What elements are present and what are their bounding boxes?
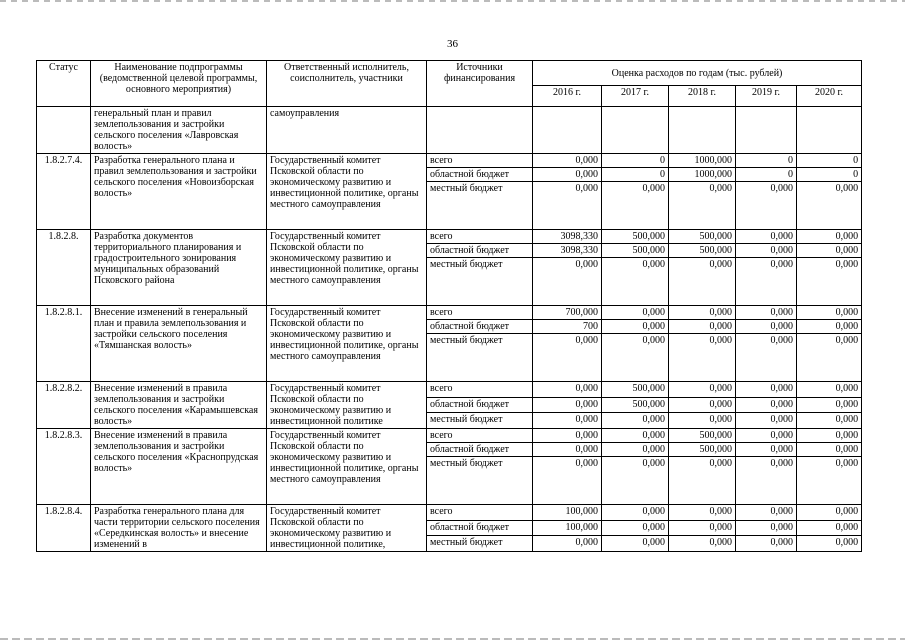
value-cell: 0,000 <box>797 320 862 334</box>
table-row <box>37 306 862 320</box>
continuation-row <box>37 107 862 154</box>
table-row <box>37 429 862 443</box>
executor-cell: Государственный комитет Псковской области по экономическому развитию и инвестиционной политике <box>267 382 427 429</box>
value-cell: 0,000 <box>602 306 669 320</box>
value-cell: 0,000 <box>533 429 602 443</box>
value-cell: 0,000 <box>669 320 736 334</box>
value-cell: 0,000 <box>602 520 669 536</box>
source-cell <box>427 107 533 154</box>
source-cell: всего <box>427 429 533 443</box>
value-cell: 0,000 <box>669 520 736 536</box>
status-cell: 1.8.2.8. <box>37 230 91 306</box>
value-cell: 0,000 <box>669 182 736 230</box>
value-cell: 0,000 <box>736 429 797 443</box>
value-cell: 0,000 <box>797 536 862 552</box>
source-cell: областной бюджет <box>427 168 533 182</box>
value-cell: 0,000 <box>736 244 797 258</box>
value-cell: 0,000 <box>797 429 862 443</box>
value-cell: 0 <box>736 168 797 182</box>
value-cell: 0,000 <box>602 182 669 230</box>
value-cell: 0,000 <box>602 334 669 382</box>
executor-cell: Государственный комитет Псковской области по экономическому развитию и инвестиционной политике, органы местного самоуправления <box>267 429 427 505</box>
value-cell: 0,000 <box>533 334 602 382</box>
value-cell: 700 <box>533 320 602 334</box>
header-estimate: Оценка расходов по годам (тыс. рублей) <box>533 61 862 86</box>
value-cell: 0,000 <box>736 382 797 398</box>
value-cell: 0,000 <box>602 457 669 505</box>
value-cell: 0,000 <box>797 505 862 521</box>
name-cell: генеральный план и правил землепользования и застройки сельского поселения «Лавровская волость» <box>91 107 267 154</box>
name-cell: Внесение изменений в правила землепользования и застройки сельского поселения «Карамышевская волость» <box>91 382 267 429</box>
value-cell: 0,000 <box>797 258 862 306</box>
table-row <box>37 230 862 244</box>
value-cell: 0,000 <box>736 505 797 521</box>
value-cell: 0,000 <box>736 306 797 320</box>
value-cell: 0,000 <box>669 397 736 413</box>
source-cell: областной бюджет <box>427 397 533 413</box>
value-cell: 500,000 <box>669 443 736 457</box>
name-cell: Внесение изменений в правила землепользования и застройки сельского поселения «Краснопрудская волость» <box>91 429 267 505</box>
source-cell: всего <box>427 306 533 320</box>
value-cell: 0,000 <box>533 258 602 306</box>
value-cell: 3098,330 <box>533 244 602 258</box>
value-cell: 0,000 <box>602 429 669 443</box>
value-cell: 0,000 <box>736 457 797 505</box>
source-cell: областной бюджет <box>427 443 533 457</box>
header-status: Статус <box>37 61 91 107</box>
value-cell: 0,000 <box>797 182 862 230</box>
value-cell: 0,000 <box>797 457 862 505</box>
scan-top-edge <box>0 0 905 2</box>
source-cell: местный бюджет <box>427 536 533 552</box>
executor-cell: Государственный комитет Псковской области по экономическому развитию и инвестиционной политике, органы местного самоуправления <box>267 154 427 230</box>
name-cell: Разработка генерального плана для части территории сельского поселения «Середкинская волость» и внесение изменений в <box>91 505 267 552</box>
status-cell: 1.8.2.8.2. <box>37 382 91 429</box>
source-cell: областной бюджет <box>427 244 533 258</box>
value-cell: 0,000 <box>602 320 669 334</box>
value-cell: 100,000 <box>533 505 602 521</box>
value-cell: 0,000 <box>602 443 669 457</box>
header-year: 2020 г. <box>797 86 862 107</box>
value-cell: 0,000 <box>797 443 862 457</box>
executor-cell: Государственный комитет Псковской области по экономическому развитию и инвестиционной политике, <box>267 505 427 552</box>
table-row <box>37 154 862 168</box>
header-year: 2018 г. <box>669 86 736 107</box>
page-number: 36 <box>447 38 458 50</box>
value-cell: 0,000 <box>797 382 862 398</box>
value-cell: 0,000 <box>669 505 736 521</box>
value-cell: 0,000 <box>533 536 602 552</box>
status-cell <box>37 107 91 154</box>
value-cell: 0,000 <box>797 244 862 258</box>
value-cell: 100,000 <box>533 520 602 536</box>
name-cell: Разработка документов территориального планирования и градостроительного зонирования муниципальных образований Псковского района <box>91 230 267 306</box>
value-cell: 0,000 <box>533 168 602 182</box>
value-cell: 0 <box>602 154 669 168</box>
value-cell: 0,000 <box>797 397 862 413</box>
name-cell: Внесение изменений в генеральный план и правила землепользования и застройки сельского поселения «Тямшанская волость» <box>91 306 267 382</box>
value-cell: 0,000 <box>533 154 602 168</box>
value-cell: 0,000 <box>602 505 669 521</box>
value-cell: 3098,330 <box>533 230 602 244</box>
source-cell: местный бюджет <box>427 258 533 306</box>
header-name: Наименование подпрограммы (ведомственной целевой программы, основного мероприятия) <box>91 61 267 107</box>
value-cell: 0,000 <box>797 413 862 429</box>
value-cell: 500,000 <box>602 230 669 244</box>
value-cell: 0,000 <box>797 230 862 244</box>
value-cell: 700,000 <box>533 306 602 320</box>
value-cell: 0,000 <box>797 520 862 536</box>
status-cell: 1.8.2.8.4. <box>37 505 91 552</box>
value-cell: 500,000 <box>669 429 736 443</box>
value-cell: 0,000 <box>533 382 602 398</box>
value-cell <box>736 107 797 154</box>
source-cell: всего <box>427 230 533 244</box>
value-cell: 0,000 <box>736 230 797 244</box>
value-cell: 500,000 <box>602 244 669 258</box>
value-cell <box>533 107 602 154</box>
value-cell <box>602 107 669 154</box>
value-cell: 0,000 <box>736 258 797 306</box>
value-cell: 0,000 <box>669 457 736 505</box>
value-cell: 500,000 <box>602 382 669 398</box>
value-cell: 0,000 <box>533 397 602 413</box>
value-cell: 0,000 <box>602 413 669 429</box>
header-executor: Ответственный исполнитель, соисполнитель, участники <box>267 61 427 107</box>
header-sources: Источники финансирования <box>427 61 533 107</box>
value-cell: 0,000 <box>736 182 797 230</box>
source-cell: всего <box>427 382 533 398</box>
value-cell: 1000,000 <box>669 154 736 168</box>
value-cell <box>797 107 862 154</box>
source-cell: всего <box>427 505 533 521</box>
source-cell: местный бюджет <box>427 182 533 230</box>
header-year: 2016 г. <box>533 86 602 107</box>
value-cell: 0,000 <box>736 320 797 334</box>
status-cell: 1.8.2.7.4. <box>37 154 91 230</box>
table-row <box>37 505 862 521</box>
source-cell: областной бюджет <box>427 520 533 536</box>
value-cell: 0,000 <box>669 536 736 552</box>
value-cell: 0 <box>602 168 669 182</box>
table-row <box>37 382 862 398</box>
source-cell: местный бюджет <box>427 457 533 505</box>
value-cell: 0,000 <box>669 306 736 320</box>
value-cell: 500,000 <box>669 230 736 244</box>
value-cell: 0,000 <box>533 182 602 230</box>
value-cell: 0,000 <box>602 536 669 552</box>
source-cell: местный бюджет <box>427 334 533 382</box>
source-cell: областной бюджет <box>427 320 533 334</box>
value-cell: 0,000 <box>736 536 797 552</box>
value-cell: 0,000 <box>736 397 797 413</box>
name-cell: Разработка генерального плана и правил землепользования и застройки сельского поселения «Новоизборская волость» <box>91 154 267 230</box>
value-cell: 0,000 <box>669 258 736 306</box>
header-row <box>37 61 862 86</box>
value-cell: 0,000 <box>736 443 797 457</box>
executor-cell: Государственный комитет Псковской области по экономическому развитию и инвестиционной политике, органы местного самоуправления <box>267 306 427 382</box>
value-cell: 0,000 <box>797 306 862 320</box>
value-cell: 0,000 <box>736 413 797 429</box>
source-cell: всего <box>427 154 533 168</box>
header-year: 2017 г. <box>602 86 669 107</box>
value-cell: 1000,000 <box>669 168 736 182</box>
expenditure-table <box>36 60 862 552</box>
value-cell: 500,000 <box>669 244 736 258</box>
value-cell: 0,000 <box>533 413 602 429</box>
value-cell: 0,000 <box>736 520 797 536</box>
header-year: 2019 г. <box>736 86 797 107</box>
executor-cell: самоуправления <box>267 107 427 154</box>
value-cell: 0,000 <box>602 258 669 306</box>
executor-cell: Государственный комитет Псковской области по экономическому развитию и инвестиционной политике, органы местного самоуправления <box>267 230 427 306</box>
value-cell: 500,000 <box>602 397 669 413</box>
status-cell: 1.8.2.8.1. <box>37 306 91 382</box>
status-cell: 1.8.2.8.3. <box>37 429 91 505</box>
value-cell: 0 <box>797 154 862 168</box>
value-cell: 0,000 <box>533 443 602 457</box>
value-cell: 0,000 <box>736 334 797 382</box>
value-cell: 0,000 <box>669 334 736 382</box>
value-cell <box>669 107 736 154</box>
value-cell: 0,000 <box>533 457 602 505</box>
value-cell: 0,000 <box>797 334 862 382</box>
value-cell: 0,000 <box>669 413 736 429</box>
value-cell: 0 <box>736 154 797 168</box>
value-cell: 0 <box>797 168 862 182</box>
value-cell: 0,000 <box>669 382 736 398</box>
source-cell: местный бюджет <box>427 413 533 429</box>
